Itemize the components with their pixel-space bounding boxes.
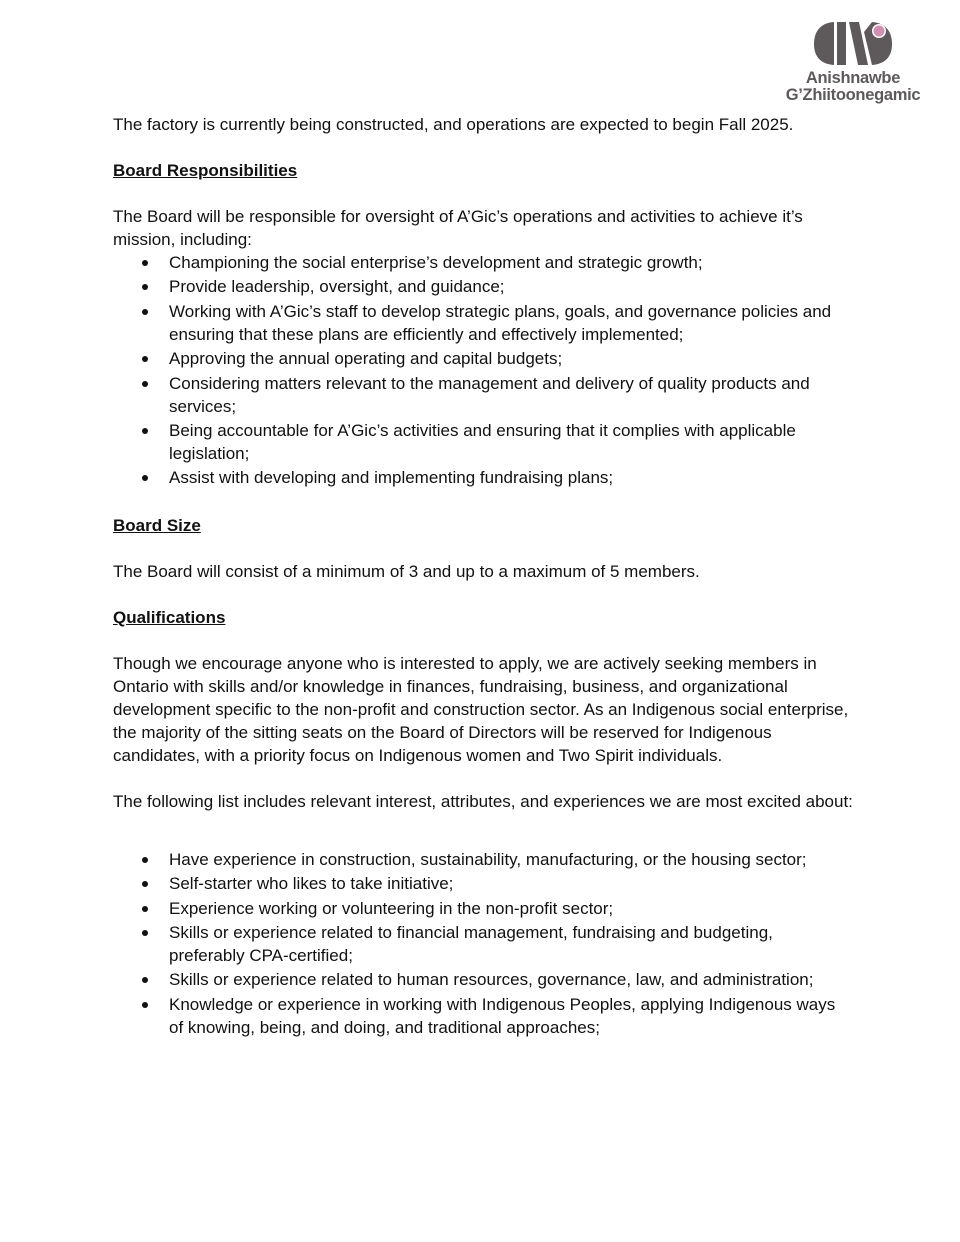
organization-logo bbox=[778, 20, 928, 106]
board-responsibilities-lead: The Board will be responsible for oversight of A’Gic’s operations and activities to achieve it’s mission, including: bbox=[113, 207, 803, 249]
board-size-text: The Board will consist of a minimum of 3 and up to a maximum of 5 members. bbox=[113, 561, 700, 581]
intro-paragraph: The factory is currently being constructed, and operations are expected to begin Fall 2025. bbox=[113, 115, 794, 134]
board-responsibilities-list bbox=[113, 251, 853, 489]
logo-text-line1: Anishnawbe bbox=[805, 69, 901, 87]
list-item: Assist with developing and implementing fundraising plans; bbox=[113, 466, 853, 489]
list-item: Considering matters relevant to the management and delivery of quality products and services; bbox=[113, 372, 853, 418]
list-item: Self-starter who likes to take initiative; bbox=[113, 872, 853, 895]
list-item: Skills or experience related to human resources, governance, law, and administration; bbox=[113, 968, 853, 991]
qualifications-list-lead: The following list includes relevant interest, attributes, and experiences we are most excited about: bbox=[113, 791, 853, 811]
logo-text-line2: G’Zhiitoonegamic bbox=[785, 86, 921, 104]
list-item: Working with A’Gic’s staff to develop strategic plans, goals, and governance policies and ensuring that these plans are efficiently and effectively implemented; bbox=[113, 300, 853, 346]
board-responsibilities-heading: Board Responsibilities bbox=[113, 161, 298, 180]
qualifications-list bbox=[113, 848, 853, 1039]
logo-mark-icon bbox=[812, 20, 894, 66]
document-body bbox=[113, 113, 853, 1040]
list-item: Knowledge or experience in working with Indigenous Peoples, applying Indigenous ways of knowing, being, and doing, and traditional approaches; bbox=[113, 993, 853, 1039]
list-item: Being accountable for A’Gic’s activities and ensuring that it complies with applicable legislation; bbox=[113, 419, 853, 465]
qualifications-text: Though we encourage anyone who is interested to apply, we are actively seeking members in Ontario with skills and/or knowledge in finances, fundraising, business, and organizational development specific to the non-profit and construction sector. As an Indigenous social enterprise, the majority of the sitting seats on the Board of Directors will be reserved for Indigenous candidates, with a priority focus on Indigenous women and Two Spirit individuals. bbox=[113, 653, 849, 765]
list-item: Skills or experience related to financial management, fundraising and budgeting, preferably CPA-certified; bbox=[113, 921, 853, 967]
list-item: Have experience in construction, sustainability, manufacturing, or the housing sector; bbox=[113, 848, 853, 871]
board-size-heading: Board Size bbox=[113, 515, 201, 535]
list-item: Experience working or volunteering in the non-profit sector; bbox=[113, 897, 853, 920]
qualifications-heading: Qualifications bbox=[113, 607, 226, 627]
logo-text bbox=[778, 70, 928, 104]
list-item: Provide leadership, oversight, and guidance; bbox=[113, 275, 853, 298]
list-item: Approving the annual operating and capital budgets; bbox=[113, 347, 853, 370]
list-item: Championing the social enterprise’s development and strategic growth; bbox=[113, 251, 853, 274]
